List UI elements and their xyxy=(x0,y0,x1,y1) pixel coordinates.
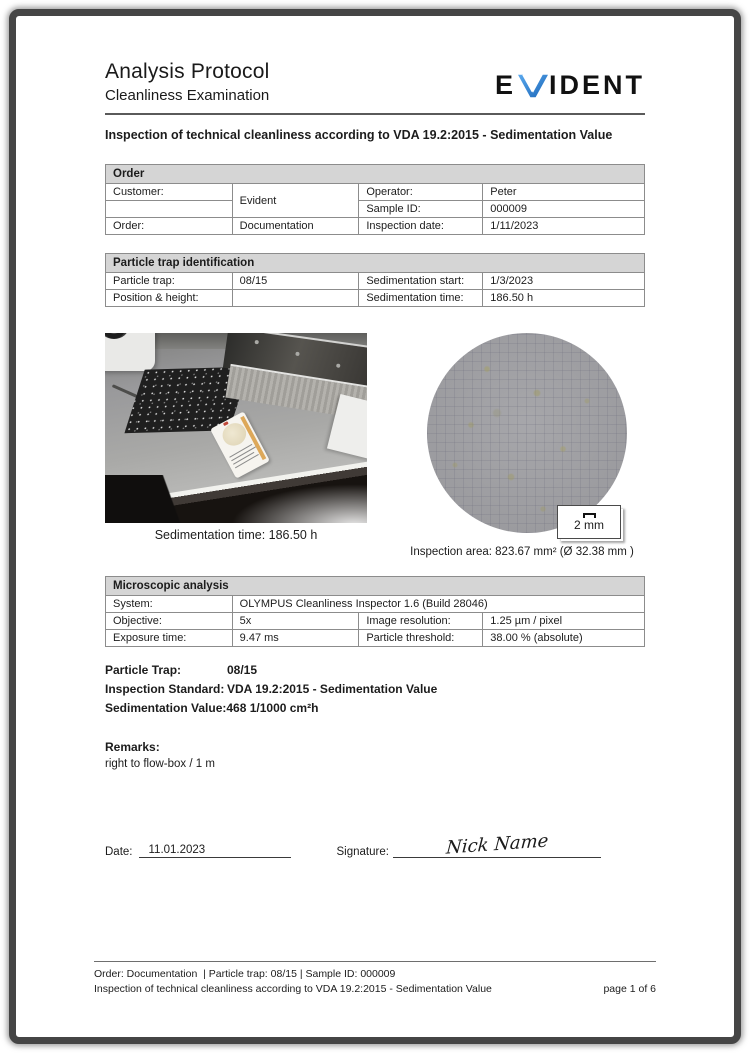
order-table xyxy=(105,164,645,235)
remarks-text: right to flow-box / 1 m xyxy=(105,758,215,770)
table-row xyxy=(106,613,645,630)
table-row xyxy=(106,630,645,647)
filter-image-wrap xyxy=(427,333,627,533)
position-height-value xyxy=(232,290,359,307)
inspection-date-value: 1/11/2023 xyxy=(483,218,645,235)
particle-trap-value: 08/15 xyxy=(232,273,359,290)
particle-threshold-value: 38.00 % (absolute) xyxy=(483,630,645,647)
customer-value: Evident xyxy=(232,184,359,218)
image-resolution-label: Image resolution: xyxy=(359,613,483,630)
table-row xyxy=(106,273,645,290)
microscopic-analysis-table xyxy=(105,576,645,647)
logo-text-suffix: IDENT xyxy=(549,70,645,100)
filter-membrane-image xyxy=(427,333,627,533)
order-table-title: Order xyxy=(106,165,645,184)
sedimentation-time-value: 186.50 h xyxy=(483,290,645,307)
remarks-section xyxy=(105,740,645,770)
signature-line xyxy=(393,830,601,859)
sedimentation-time-label: Sedimentation time: xyxy=(359,290,483,307)
footer-doc-title: Inspection of technical cleanliness according to VDA 19.2:2015 - Sedimentation Value xyxy=(94,983,492,995)
signature-row xyxy=(105,830,645,859)
particle-threshold-label: Particle threshold: xyxy=(359,630,483,647)
table-row xyxy=(106,596,645,613)
table-row xyxy=(106,201,645,218)
page-subtitle: Cleanliness Examination xyxy=(105,87,270,104)
photo-machine-base xyxy=(105,333,155,371)
summary-sedimentation-value-label: Sedimentation Value: xyxy=(105,701,227,715)
scale-label: 2 mm xyxy=(574,518,604,532)
header-titles xyxy=(105,60,269,104)
report-header xyxy=(105,60,645,115)
trap-table-title: Particle trap identification xyxy=(106,254,645,273)
sedimentation-photo xyxy=(105,333,367,523)
photo-knob xyxy=(105,333,129,339)
position-height-label: Position & height: xyxy=(106,290,233,307)
summary-particle-trap-value: 08/15 xyxy=(227,663,258,677)
logo-text-prefix: E xyxy=(494,70,516,100)
system-value: OLYMPUS Cleanliness Inspector 1.6 (Build 28046) xyxy=(232,596,644,613)
document-title: Inspection of technical cleanliness according to VDA 19.2:2015 - Sedimentation Value xyxy=(105,128,613,142)
evident-logo xyxy=(495,70,645,101)
operator-label: Operator: xyxy=(359,184,483,201)
operator-value: Peter xyxy=(483,184,645,201)
images-section xyxy=(105,333,645,558)
page-title: Analysis Protocol xyxy=(105,60,270,83)
table-row xyxy=(106,290,645,307)
table-row xyxy=(106,218,645,235)
empty-cell xyxy=(106,201,233,218)
document-content xyxy=(105,60,645,1044)
particle-trap-table xyxy=(105,253,645,307)
sample-id-label: Sample ID: xyxy=(359,201,483,218)
photo-reflection xyxy=(210,477,367,523)
inspection-area-caption: Inspection area: 823.67 mm² (Ø 32.38 mm ) xyxy=(410,546,634,558)
signature-handwriting: Nick Name xyxy=(445,830,549,859)
objective-label: Objective: xyxy=(106,613,233,630)
sedimentation-start-value: 1/3/2023 xyxy=(483,273,645,290)
exposure-time-label: Exposure time: xyxy=(106,630,233,647)
remarks-label: Remarks: xyxy=(105,740,160,754)
date-value: 11.01.2023 xyxy=(139,844,291,858)
summary-inspection-standard-value: VDA 19.2:2015 - Sedimentation Value xyxy=(227,682,438,696)
footer-line2 xyxy=(94,982,656,997)
sample-id-value: 000009 xyxy=(483,201,645,218)
footer-line1: Order: Documentation | Particle trap: 08/15 | Sample ID: 000009 xyxy=(94,968,396,980)
logo-v-icon xyxy=(518,73,548,99)
summary-sedimentation-value xyxy=(105,699,645,718)
particle-trap-label: Particle trap: xyxy=(106,273,233,290)
footer-page-number: page 1 of 6 xyxy=(603,983,656,995)
exposure-time-value: 9.47 ms xyxy=(232,630,359,647)
image-resolution-value: 1.25 µm / pixel xyxy=(483,613,645,630)
micro-table-title: Microscopic analysis xyxy=(106,577,645,596)
order-label: Order: xyxy=(106,218,233,235)
summary-inspection-standard xyxy=(105,680,645,699)
photo-column xyxy=(105,333,367,558)
photo-caption: Sedimentation time: 186.50 h xyxy=(154,528,318,542)
customer-label: Customer: xyxy=(106,184,233,201)
result-summary xyxy=(105,661,645,718)
system-label: System: xyxy=(106,596,233,613)
objective-value: 5x xyxy=(232,613,359,630)
sedimentation-start-label: Sedimentation start: xyxy=(359,273,483,290)
page-footer xyxy=(94,961,656,997)
table-row xyxy=(106,184,645,201)
summary-particle-trap-label: Particle Trap: xyxy=(105,663,182,677)
page-frame xyxy=(9,9,741,1044)
summary-sedimentation-value-value: 468 1/1000 cm²h xyxy=(226,701,319,715)
inspection-date-label: Inspection date: xyxy=(359,218,483,235)
scale-box xyxy=(557,505,621,539)
summary-particle-trap xyxy=(105,661,645,680)
order-value: Documentation xyxy=(232,218,359,235)
signature-label: Signature: xyxy=(336,846,389,858)
summary-inspection-standard-label: Inspection Standard: xyxy=(105,682,225,696)
filter-column xyxy=(399,333,645,558)
date-label: Date: xyxy=(105,846,133,858)
